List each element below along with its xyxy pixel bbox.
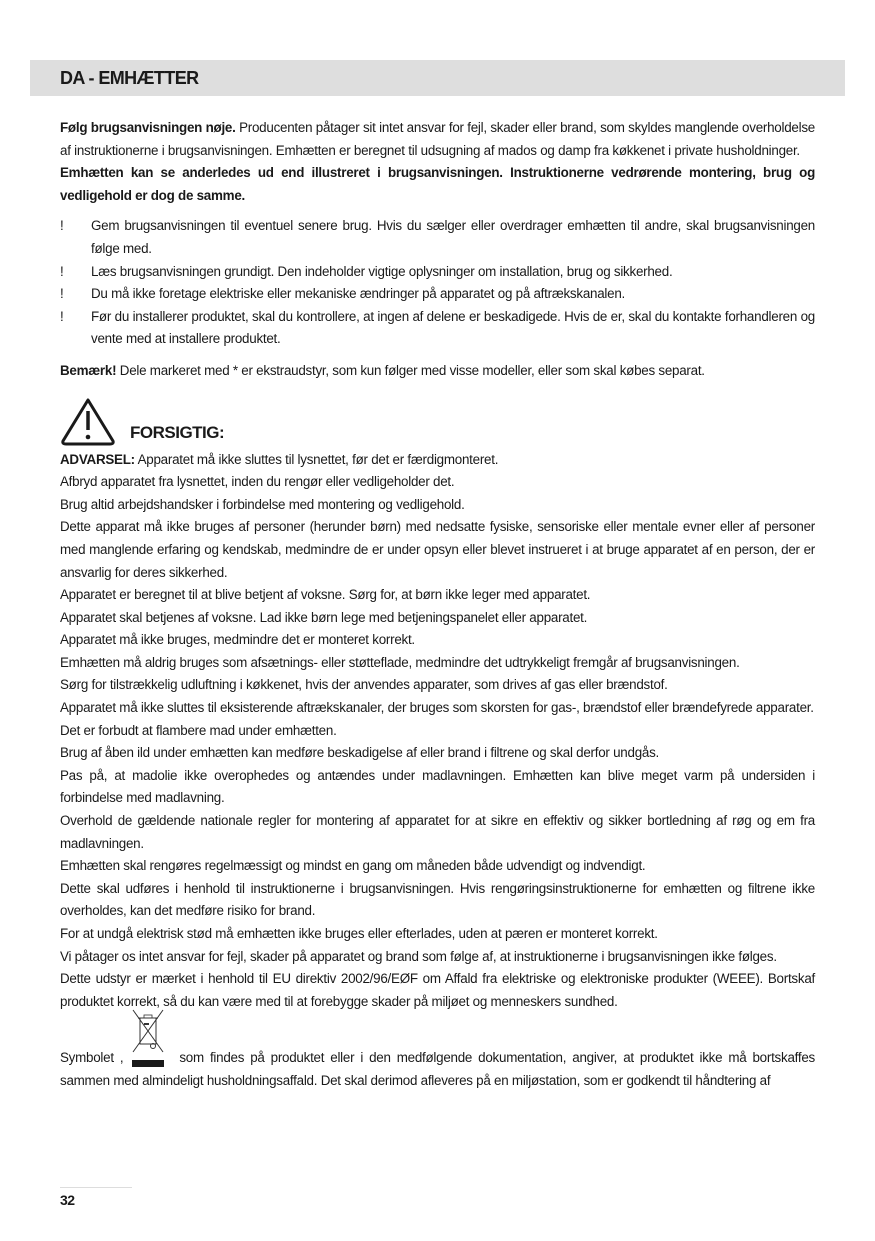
note-paragraph xyxy=(60,360,815,383)
bullet-list xyxy=(60,215,815,351)
paragraph: Brug af åben ild under emhætten kan medføre beskadigelse af eller brand i filtrene og skal derfor undgås. xyxy=(60,745,660,761)
list-item-text: Læs brugsanvisningen grundigt. Den indeholder vigtige oplysninger om installation, brug og sikkerhed. xyxy=(91,263,673,279)
warning-paragraph xyxy=(60,449,815,472)
paragraph: Det er forbudt at flambere mad under emhætten. xyxy=(60,722,337,738)
exclamation-icon: ! xyxy=(60,308,64,324)
list-item-text: Før du installerer produktet, skal du kontrollere, at ingen af delene er beskadigede. Hvis de er, skal du kontakte forhandleren og vente med at installere produktet. xyxy=(91,308,815,347)
intro-lead: Følg brugsanvisningen nøje. xyxy=(60,120,236,135)
paragraph: Emhætten må aldrig bruges som afsætnings- eller støtteflade, medmindre det udtrykkeligt fremgår af brugsanvisningen. xyxy=(60,654,740,670)
exclamation-icon: ! xyxy=(60,218,64,234)
symbol-text-after: som findes på produktet eller i den medfølgende dokumentation, angiver, at produktet ikke må bortskaffes sammen med almindeligt husholdningsaffald. Det skal derimod afleveres på en miljøstation, som er godkendt til håndtering af xyxy=(60,1050,815,1088)
paragraph: Vi påtager os intet ansvar for fejl, skader på apparatet og brand som følge af, at instruktionerne i brugsanvisningen ikke følges. xyxy=(60,948,777,964)
list-item xyxy=(60,215,815,260)
exclamation-icon: ! xyxy=(60,263,64,279)
paragraph: Apparatet skal betjenes af voksne. Lad ikke børn lege med betjeningspanelet eller apparatet. xyxy=(60,609,588,625)
paragraph: Sørg for tilstrækkelig udluftning i køkkenet, hvis der anvendes apparater, som drives af gas eller brændstof. xyxy=(60,677,668,693)
paragraph: Apparatet må ikke sluttes til eksisterende aftrækskanaler, der bruges som skorsten for gas-, brændstof eller brændefyrede apparater. xyxy=(60,700,814,716)
paragraph: Dette udstyr er mærket i henhold til EU direktiv 2002/96/EØF om Affald fra elektriske og elektroniske produkter (WEEE). Bortskaf produktet korrekt, så du kan være med til at forebygge skader på miljøet og menneskers sundhed. xyxy=(60,971,815,1009)
paragraph: Emhætten skal rengøres regelmæssigt og mindst en gang om måneden både udvendigt og indvendigt. xyxy=(60,858,646,874)
warning-text: Apparatet må ikke sluttes til lysnettet, før det er færdigmonteret. xyxy=(134,451,499,467)
paragraph: Overhold de gældende nationale regler for montering af apparatet for at sikre en effektiv og sikker bortledning af røg og em fra madlavningen. xyxy=(60,813,815,851)
page-number: 32 xyxy=(60,1192,75,1208)
intro-text: Producenten påtager sit intet ansvar for fejl, skader eller brand, som skyldes manglende overholdelse af instruktionerne i brugsanvisningen. Emhætten er beregnet til udsugning af mados og damp fra køkkenet i private husholdninger. xyxy=(60,120,815,158)
footer-divider xyxy=(60,1187,132,1188)
warning-triangle-icon xyxy=(60,397,116,447)
section-header xyxy=(30,60,845,96)
paragraph: Dette skal udføres i henhold til instruktionerne i brugsanvisningen. Hvis rengøringsinstruktionerne for emhætten og filtrene ikke overholdes, kan det medføre risiko for brand. xyxy=(60,880,815,919)
paragraph: For at undgå elektrisk stød må emhætten ikke bruges eller efterlades, uden at pæren er monteret korrekt. xyxy=(60,926,658,941)
list-item-text: Gem brugsanvisningen til eventuel senere brug. Hvis du sælger eller overdrager emhætten til andre, skal brugsanvisningen følge med. xyxy=(91,218,815,256)
intro-paragraph xyxy=(60,117,815,162)
note-label: Bemærk! xyxy=(60,362,117,378)
paragraph: Apparatet må ikke bruges, medmindre det er monteret korrekt. xyxy=(60,632,415,648)
paragraph: Apparatet er beregnet til at blive betjent af voksne. Sørg for, at børn ikke leger med apparatet. xyxy=(60,587,591,603)
caution-title: FORSIGTIG: xyxy=(130,422,225,442)
note-text: Dele markeret med * er ekstraudstyr, som kun følger med visse modeller, eller som skal købes separat. xyxy=(116,362,705,378)
list-item xyxy=(60,283,815,306)
symbol-text-before: Symbolet , xyxy=(60,1050,124,1066)
page-content xyxy=(60,117,815,1093)
list-item xyxy=(60,261,815,284)
paragraph: Afbryd apparatet fra lysnettet, inden du rengør eller vedligeholder det. xyxy=(60,474,455,490)
list-item-text: Du må ikke foretage elektriske eller mekaniske ændringer på apparatet og på aftrækskanalen. xyxy=(91,286,626,302)
paragraph: Dette apparat må ikke bruges af personer (herunder børn) med nedsatte fysiske, sensoriske eller mentale evner eller af personer med manglende erfaring og kendskab, medmindre de er under opsyn eller blevet instrueret i at bruge apparatet af en person, der er ansvarlig for deres sikkerhed. xyxy=(60,519,815,580)
exclamation-icon: ! xyxy=(60,286,64,302)
weee-crossed-bin-icon xyxy=(127,1048,169,1070)
paragraph: Brug altid arbejdshandsker i forbindelse med montering og vedligehold. xyxy=(60,496,465,512)
section-title: DA - EMHÆTTER xyxy=(60,68,199,88)
intro-bold-paragraph xyxy=(60,162,815,207)
paragraph: Pas på, at madolie ikke overophedes og antændes under madlavningen. Emhætten kan blive meget varm på undersiden i forbindelse med madlavning. xyxy=(60,767,815,806)
symbol-paragraph xyxy=(60,1047,815,1092)
list-item xyxy=(60,306,815,351)
intro-bold-text: Emhætten kan se anderledes ud end illustreret i brugsanvisningen. Instruktionerne vedrørende montering, brug og vedligehold er dog de samme. xyxy=(60,165,815,203)
warning-label: ADVARSEL: xyxy=(60,451,135,467)
caution-heading xyxy=(60,395,815,447)
